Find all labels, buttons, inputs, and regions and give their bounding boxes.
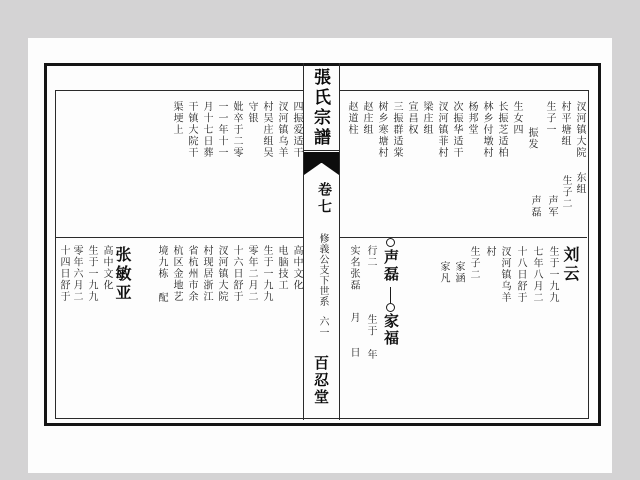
text-column-right_bottom: 生子二	[468, 246, 479, 281]
text-column-right_top: 杨邦堂	[466, 101, 477, 136]
text-column-right_top: 赵道柱	[346, 101, 357, 136]
text-column-right_top: 生女四	[511, 101, 522, 136]
text-column-left_top: 渠埂上	[171, 101, 182, 136]
text-column-right_top: 生子一	[544, 101, 555, 136]
text-column-left_bottom: 杭区金地艺	[171, 245, 182, 303]
text-column-right_bottom: 家涵	[453, 261, 464, 284]
text-column-left_bottom: 高中文化	[101, 245, 112, 291]
text-column-left_top: 干镇大院干	[186, 101, 197, 159]
text-column-right_top: 汊河镇大院	[574, 101, 585, 159]
spine-right-rule	[339, 63, 340, 420]
text-column-right_bottom: 村	[484, 246, 495, 258]
text-column-left_bottom: 配	[156, 292, 167, 304]
text-column-left_bottom: 汊河镇大院	[216, 245, 227, 303]
text-column-right_bottom: 行二	[365, 245, 376, 268]
text-column-left_top: 汊河镇乌羊	[276, 101, 287, 159]
text-column-right_top: 三振群适棠	[391, 101, 402, 159]
mid-divider-right	[340, 237, 587, 238]
text-column-right_top: 赵庄组	[361, 101, 372, 136]
text-column-right_bottom: 年	[365, 349, 376, 361]
text-column-left_bottom: 村现居浙江	[201, 245, 212, 303]
text-column-right_top: 东组	[574, 172, 585, 195]
text-column-right_top: 长振芝适柏	[496, 101, 507, 159]
text-column-left_top: 四振爱适干	[291, 101, 302, 159]
spine-page-number: 六一	[317, 316, 328, 338]
text-column-left_bottom: 电脑技工	[276, 245, 287, 291]
text-column-right_bottom: 月	[348, 312, 359, 324]
text-column-left_top: 守银	[246, 101, 257, 124]
lineage-circle-child	[386, 303, 395, 312]
lineage-circle-parent	[386, 238, 395, 247]
text-column-right_bottom: 实名张磊	[348, 245, 359, 291]
text-column-left_top: 一一年十一	[216, 101, 227, 159]
text-column-left_bottom: 境九栋	[156, 245, 167, 280]
text-column-right_top: 次振华适干	[451, 101, 462, 159]
spouse-name-right: 刘云	[561, 246, 578, 284]
text-column-right_top: 宣昌权	[406, 101, 417, 136]
text-column-left_bottom: 生于一九九	[86, 245, 97, 303]
spine-volume: 卷七	[316, 182, 331, 216]
text-column-right_bottom: 家凡	[438, 261, 449, 284]
mid-divider-left	[56, 237, 303, 238]
text-column-right_top: 振发	[526, 127, 537, 150]
text-column-right_bottom: 生于	[365, 314, 376, 337]
lineage-child-name: 家福	[382, 313, 398, 347]
text-column-left_bottom: 十六日舒于	[231, 245, 242, 303]
lineage-connector-line	[390, 287, 391, 303]
text-column-right_top: 声磊	[529, 195, 540, 218]
text-column-right_top: 汊河镇菲村	[436, 101, 447, 159]
text-column-right_top: 声军	[546, 195, 557, 218]
text-column-right_bottom: 七年八月二	[531, 246, 542, 304]
hall-name: 百忍堂	[312, 355, 328, 406]
text-column-right_bottom: 十八日舒于	[515, 246, 526, 304]
lineage-parent-name: 声磊	[382, 249, 398, 283]
fishtail-icon	[304, 152, 339, 163]
text-column-right_top: 林乡付墩村	[481, 101, 492, 159]
text-column-left_top: 月十七日葬	[201, 101, 212, 159]
text-column-left_bottom: 零年二月二	[246, 245, 257, 303]
spine-section: 修義公支下世系	[317, 233, 328, 307]
text-column-right_top: 村平塘组	[559, 101, 570, 147]
text-column-left_top: 村吴庄组吴	[261, 101, 272, 159]
text-column-right_bottom: 日	[348, 347, 359, 359]
text-column-right_top: 树乡寒塘村	[376, 101, 387, 159]
text-column-right_top: 梁庄组	[421, 101, 432, 136]
text-column-left_bottom: 零年六月二	[71, 245, 82, 303]
text-column-right_bottom: 汊河镇乌羊	[499, 246, 510, 304]
text-column-left_bottom: 高中文化	[291, 245, 302, 291]
text-column-left_bottom: 省杭州市余	[186, 245, 197, 303]
text-column-left_top: 妣卒于二零	[231, 101, 242, 159]
spine-title-box-bottom	[304, 150, 339, 151]
spouse-name-left: 张敏亚	[113, 246, 130, 303]
text-column-left_bottom: 十四日舒于	[58, 245, 69, 303]
text-column-left_bottom: 生于一九九	[261, 245, 272, 303]
text-column-right_bottom: 生于一九九	[547, 246, 558, 304]
text-column-right_top: 生子二	[560, 175, 571, 210]
spine-book-title: 張氏宗譜	[311, 68, 330, 148]
